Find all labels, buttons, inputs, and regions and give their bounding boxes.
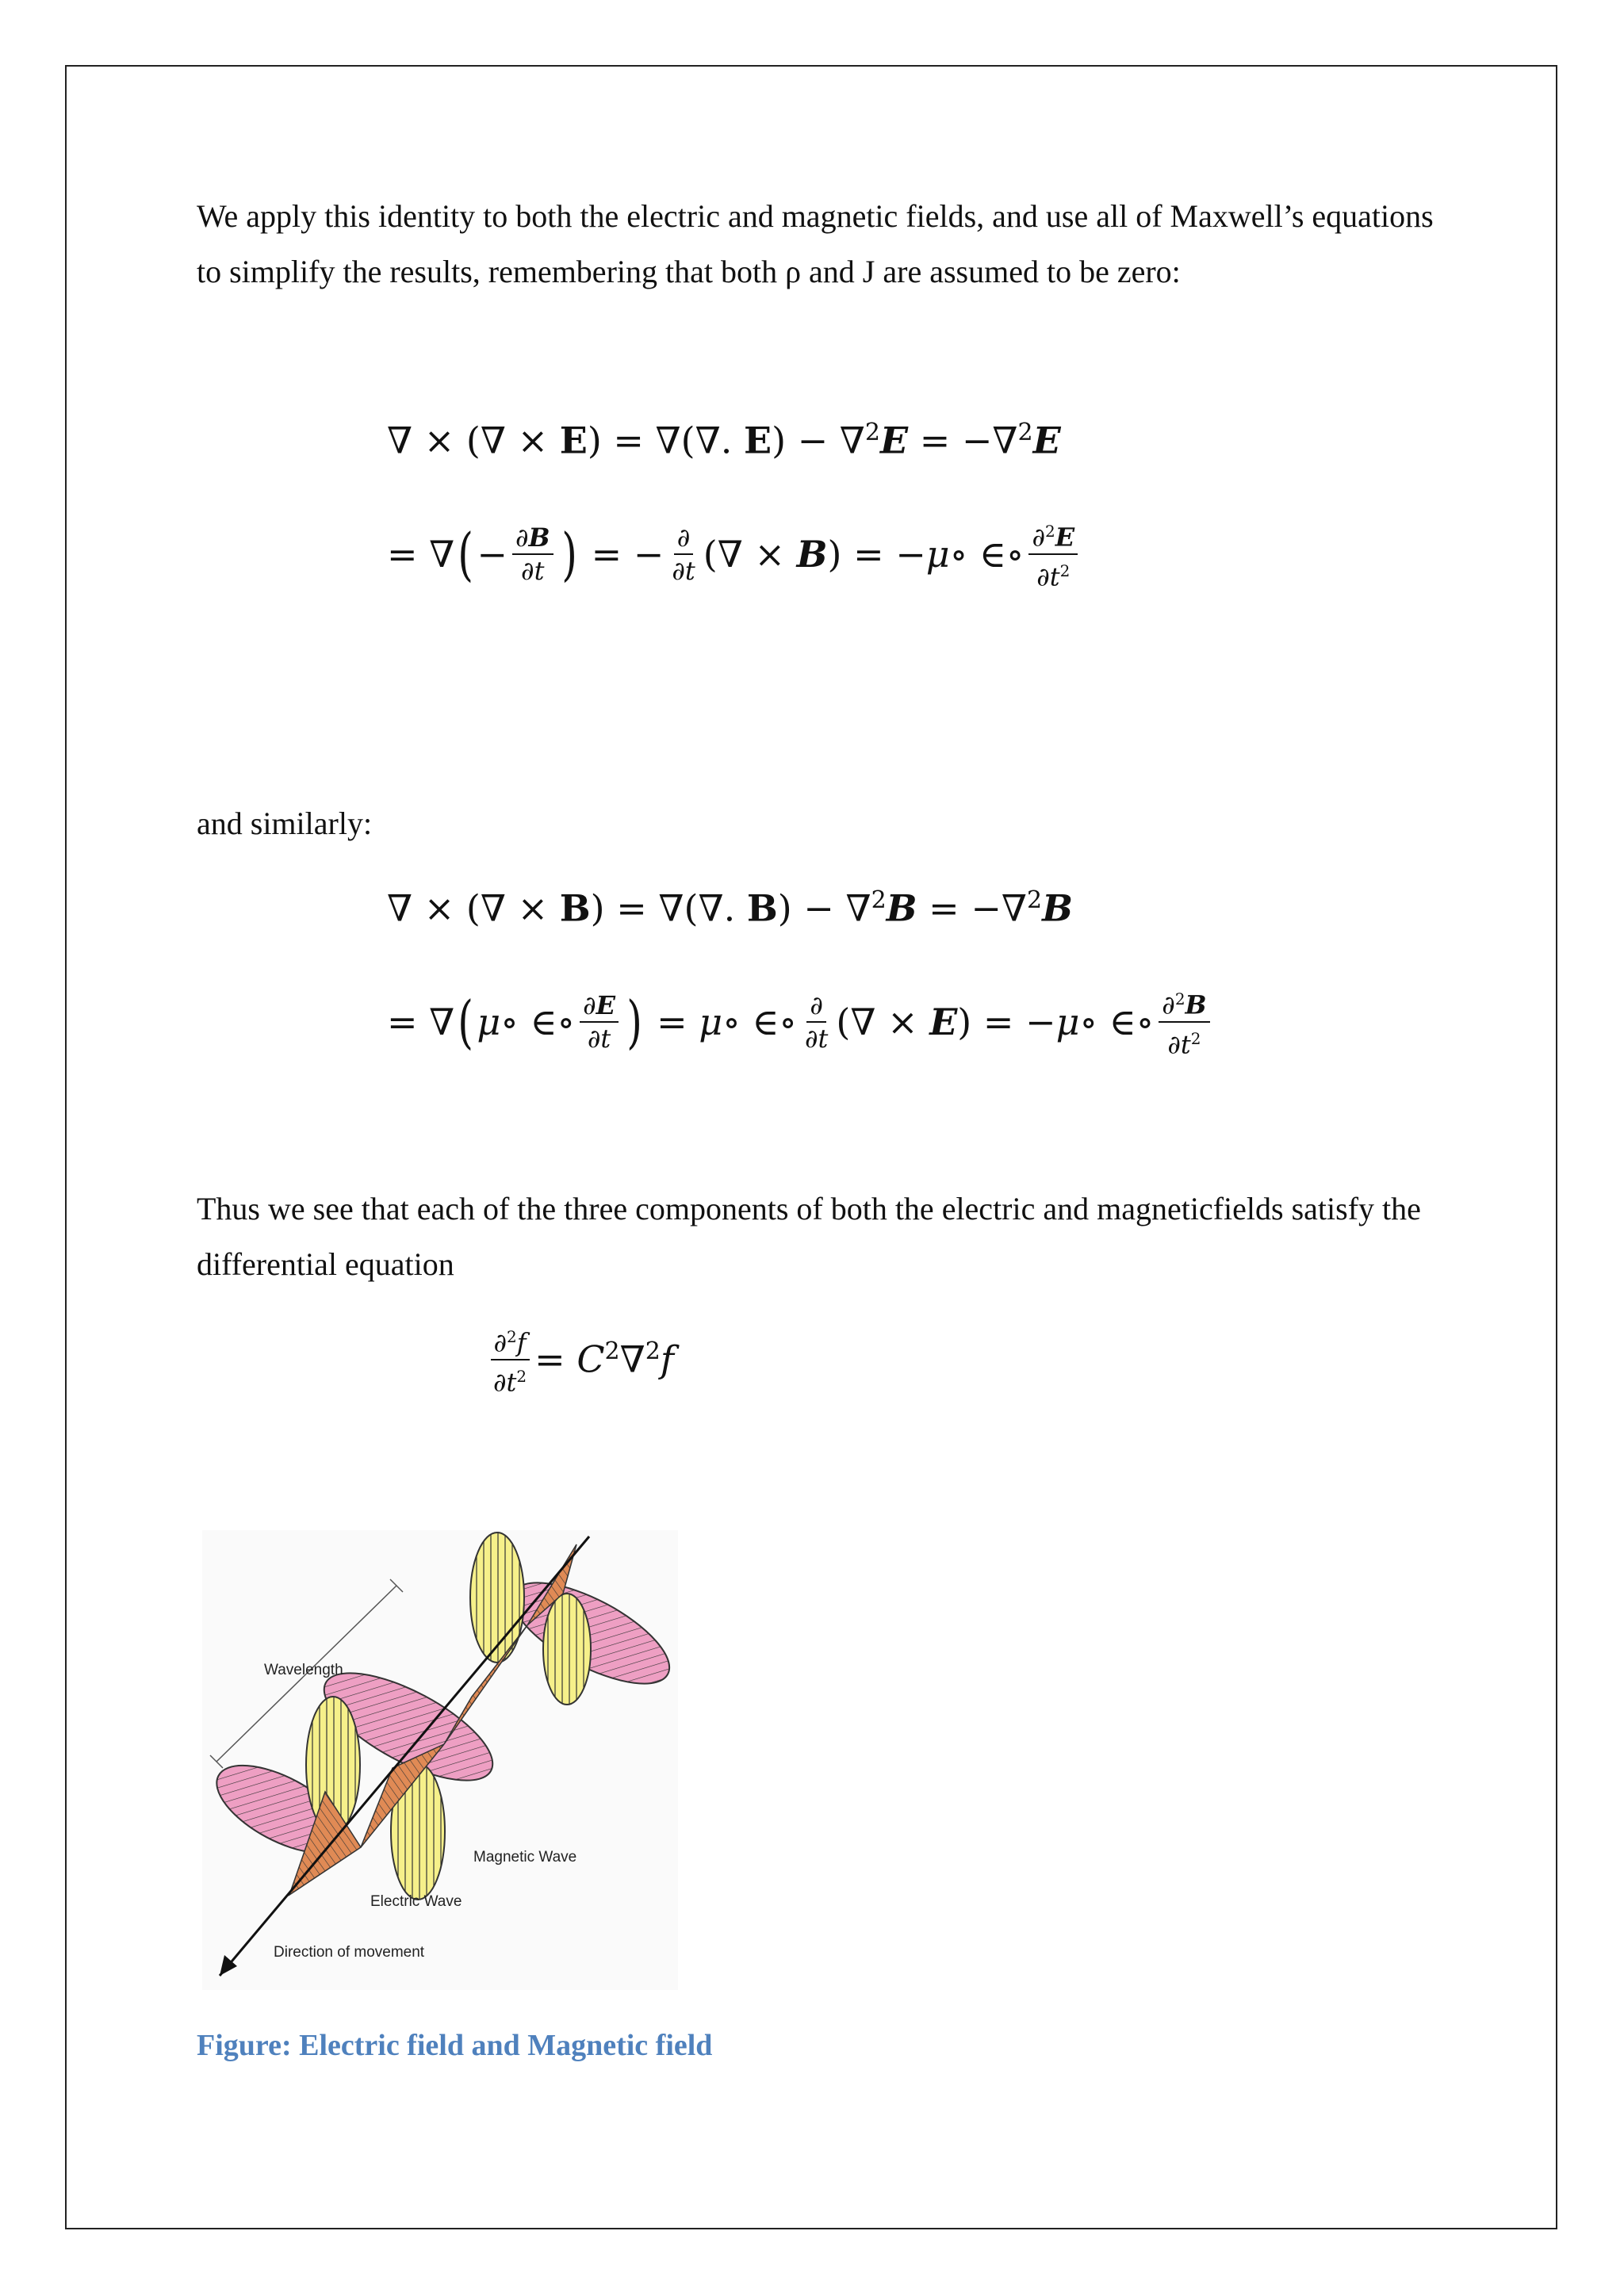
em-wave-diagram: [202, 1530, 678, 1990]
equation-curl-curl-e-expanded: = ∇ ( − $\frac{\partial B}{\partial t}$ ) = − $\frac{\partial}{\partial t}$ (∇ × B) = −μ∘ ∈∘ $\frac{\partial^2E}{\partial t^2}$: [387, 517, 1082, 591]
equation-curl-curl-b: ∇ × (∇ × B) = ∇(∇. B) − ∇$^2$B = −∇$^2$B: [387, 886, 1073, 930]
paragraph-similarly: and similarly:: [197, 806, 373, 841]
paragraph-intro: We apply this identity to both the electric and magnetic fields, and use all of Maxwell’s equations to simplify the results, remembering that both ρ and J are assumed to be zero:: [197, 198, 1434, 289]
equation-wave: $\frac{\partial^2f}{\partial t^2}$ = $C^2\nabla^2f$: [485, 1322, 674, 1396]
magnetic-wave-label: Magnetic Wave: [473, 1849, 577, 1866]
equation-curl-curl-e: ∇ × (∇ × E) = ∇(∇. E) − ∇$^2$E = −∇$^2$E: [387, 419, 1061, 462]
paragraph-conclusion: Thus we see that each of the three components of both the electric and magneticfields satisfy the differential equation: [197, 1191, 1421, 1282]
electric-lobe-back: [470, 1533, 524, 1663]
em-wave-figure: [202, 1530, 678, 1990]
figure-caption: Figure: Electric field and Magnetic field: [197, 2029, 713, 2062]
direction-label: Direction of movement: [274, 1944, 425, 1961]
electric-lobe-top-right: [543, 1594, 591, 1705]
wavelength-label: Wavelength: [264, 1662, 343, 1678]
electric-wave-label: Electric Wave: [370, 1893, 462, 1910]
equation-curl-curl-b-expanded: = ∇ ( μ∘ ∈∘ $\frac{\partial E}{\partial t}$ ) = μ∘ ∈∘ $\frac{\partial}{\partial t}$ (∇ × E) = −μ∘ ∈∘ $\frac{\partial^2B}{\partial t^2}$: [387, 985, 1215, 1058]
